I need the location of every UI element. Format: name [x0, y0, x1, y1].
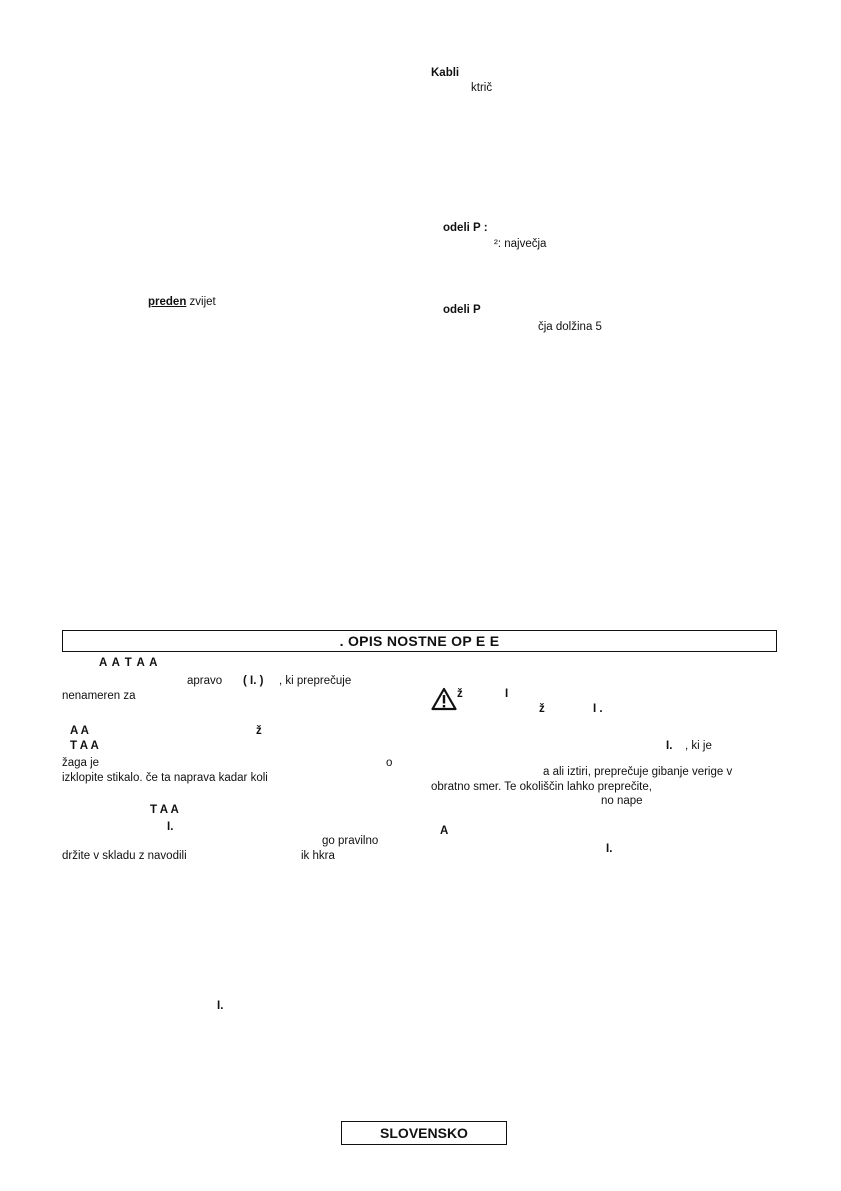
line-drzite: držite v skladu z navodili	[62, 850, 187, 862]
odeli-heading-1: odeli P :	[443, 222, 488, 234]
section-title: . OPIS NOSTNE OP E E	[339, 633, 500, 649]
line-izklopite: izklopite stikalo. če ta naprava kadar koli	[62, 772, 268, 784]
language-label: SLOVENSKO	[380, 1125, 468, 1141]
figure-ref-1: ( I. )	[243, 675, 264, 687]
line-go-pravilno: go pravilno	[322, 835, 379, 847]
odeli-text-2: čja dolžina 5	[538, 321, 602, 333]
line-iztiri: a ali iztiri, preprečuje gibanje verige v	[543, 766, 733, 778]
figure-ref-5: I.	[606, 843, 613, 855]
line-ki-je: , ki je	[685, 740, 712, 752]
line-o: o	[386, 757, 393, 769]
left-heading-2b: T A A	[70, 740, 99, 752]
warning-z-2: ž	[539, 703, 545, 715]
line-ki-preprecuje: , ki preprečuje	[279, 675, 352, 687]
left-heading-1: A A T A A	[99, 657, 159, 669]
line-nenameren: nenameren za	[62, 690, 136, 702]
ktric-text: ktrič	[471, 82, 493, 94]
line-apravo: apravo	[187, 675, 223, 687]
right-heading-a: A	[440, 825, 449, 837]
warning-i-2: I .	[593, 703, 603, 715]
odeli-heading-2: odeli P	[443, 304, 481, 316]
kabli-heading: Kabli	[431, 67, 460, 79]
left-heading-2a: A A	[70, 725, 89, 737]
warning-triangle-icon	[431, 687, 457, 711]
figure-ref-3: I.	[217, 1000, 224, 1012]
section-header-box	[62, 630, 777, 652]
left-heading-2a-z: ž	[256, 725, 262, 737]
odeli-text-1: ²: največja	[494, 238, 547, 250]
zvijet-text: zvijet	[189, 296, 216, 308]
line-obratno: obratno smer. Te okoliščin lahko preprečite,	[431, 781, 652, 793]
line-zaga: žaga je	[62, 757, 100, 769]
figure-ref-2: I.	[167, 821, 174, 833]
preden-word: preden	[148, 296, 187, 308]
figure-ref-4: I.	[666, 740, 673, 752]
warning-i-1: I	[505, 688, 509, 700]
line-ik-hkra: ik hkra	[301, 850, 335, 862]
warning-z-1: ž	[457, 688, 463, 700]
left-heading-3: T A A	[150, 804, 179, 816]
line-no-nape: no nape	[601, 795, 643, 807]
preden-line	[148, 295, 216, 309]
language-footer-box	[341, 1121, 507, 1145]
